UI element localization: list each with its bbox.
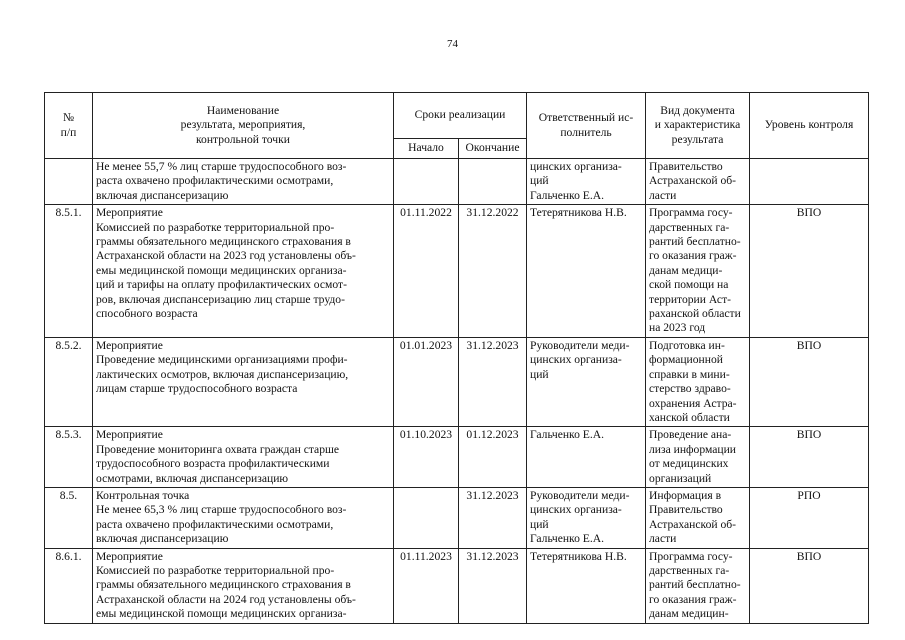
row-responsible: Руководители меди- цинских организа- ций Гальченко Е.А. — [527, 487, 646, 548]
table-row — [45, 205, 869, 338]
row-number: 8.5. — [45, 487, 93, 548]
row-start-date: 01.01.2023 — [394, 337, 459, 426]
row-document: Программа госу- дарственных га- рантий бесплатно- го оказания граж- данам медицин- — [646, 548, 750, 623]
table-row — [45, 427, 869, 488]
row-start-date: 01.11.2022 — [394, 205, 459, 338]
row-control-level: ВПО — [750, 337, 869, 426]
header-level: Уровень контроля — [750, 93, 869, 159]
row-title: Мероприятие Комиссией по разработке территориальной про- граммы обязательного медицинского страхования в Астраханской области на 2023 год установлены объ- емы медицинской помощи медицинских организа- ций и тарифы на оплату профилактических осмот- ров, включая диспансеризацию лиц старше трудо- способного возраста — [93, 205, 394, 338]
plan-table — [44, 92, 869, 624]
row-document: Проведение ана- лиза информации от медицинских организаций — [646, 427, 750, 488]
row-start-date — [394, 487, 459, 548]
row-responsible: Руководители меди- цинских организа- ций — [527, 337, 646, 426]
row-end-date — [459, 159, 527, 205]
row-title: Мероприятие Проведение медицинскими организациями профи- лактических осмотров, включая диспансеризацию, лицам старше трудоспособного возраста — [93, 337, 394, 426]
row-document: Информация в Правительство Астраханской об- ласти — [646, 487, 750, 548]
row-control-level: ВПО — [750, 427, 869, 488]
row-end-date: 31.12.2022 — [459, 205, 527, 338]
row-start-date: 01.11.2023 — [394, 548, 459, 623]
header-num: № п/п — [45, 93, 93, 159]
row-start-date: 01.10.2023 — [394, 427, 459, 488]
header-name: Наименование результата, мероприятия, контрольной точки — [93, 93, 394, 159]
table-row — [45, 548, 869, 623]
table-row — [45, 487, 869, 548]
table-row — [45, 159, 869, 205]
row-number: 8.5.1. — [45, 205, 93, 338]
row-title: Контрольная точка Не менее 65,3 % лиц старше трудоспособного воз- раста охвачено профилактическими осмотрами, включая диспансеризацию — [93, 487, 394, 548]
row-responsible: Тетерятникова Н.В. — [527, 205, 646, 338]
row-responsible: цинских организа- ций Гальченко Е.А. — [527, 159, 646, 205]
row-number: 8.6.1. — [45, 548, 93, 623]
row-control-level: ВПО — [750, 548, 869, 623]
header-responsible: Ответственный ис- полнитель — [527, 93, 646, 159]
row-end-date: 31.12.2023 — [459, 337, 527, 426]
header-start: Начало — [394, 139, 459, 159]
row-document: Программа госу- дарственных га- рантий бесплатно- го оказания граж- данам медици- ской помощи на территории Аст- раханской области на 2023 год — [646, 205, 750, 338]
row-control-level: ВПО — [750, 205, 869, 338]
row-title: Не менее 55,7 % лиц старше трудоспособного воз- раста охвачено профилактическими осмотрами, включая диспансеризацию — [93, 159, 394, 205]
row-responsible: Гальченко Е.А. — [527, 427, 646, 488]
row-document: Правительство Астраханской об- ласти — [646, 159, 750, 205]
row-control-level: РПО — [750, 487, 869, 548]
row-end-date: 01.12.2023 — [459, 427, 527, 488]
header-end: Окончание — [459, 139, 527, 159]
header-dates: Сроки реализации — [394, 93, 527, 139]
row-number: 8.5.3. — [45, 427, 93, 488]
row-number — [45, 159, 93, 205]
row-number: 8.5.2. — [45, 337, 93, 426]
table-row — [45, 337, 869, 426]
page-number: 74 — [447, 38, 458, 50]
row-responsible: Тетерятникова Н.В. — [527, 548, 646, 623]
row-document: Подготовка ин- формационной справки в мини- стерство здраво- охранения Астра- ханской области — [646, 337, 750, 426]
row-control-level — [750, 159, 869, 205]
row-start-date — [394, 159, 459, 205]
row-title: Мероприятие Проведение мониторинга охвата граждан старше трудоспособного возраста профилактическими осмотрами, включая диспансеризацию — [93, 427, 394, 488]
header-document: Вид документа и характеристика результата — [646, 93, 750, 159]
row-title: Мероприятие Комиссией по разработке территориальной про- граммы обязательного медицинского страхования в Астраханской области на 2024 год установлены объ- емы медицинской помощи медицинских организа- — [93, 548, 394, 623]
row-end-date: 31.12.2023 — [459, 548, 527, 623]
row-end-date: 31.12.2023 — [459, 487, 527, 548]
